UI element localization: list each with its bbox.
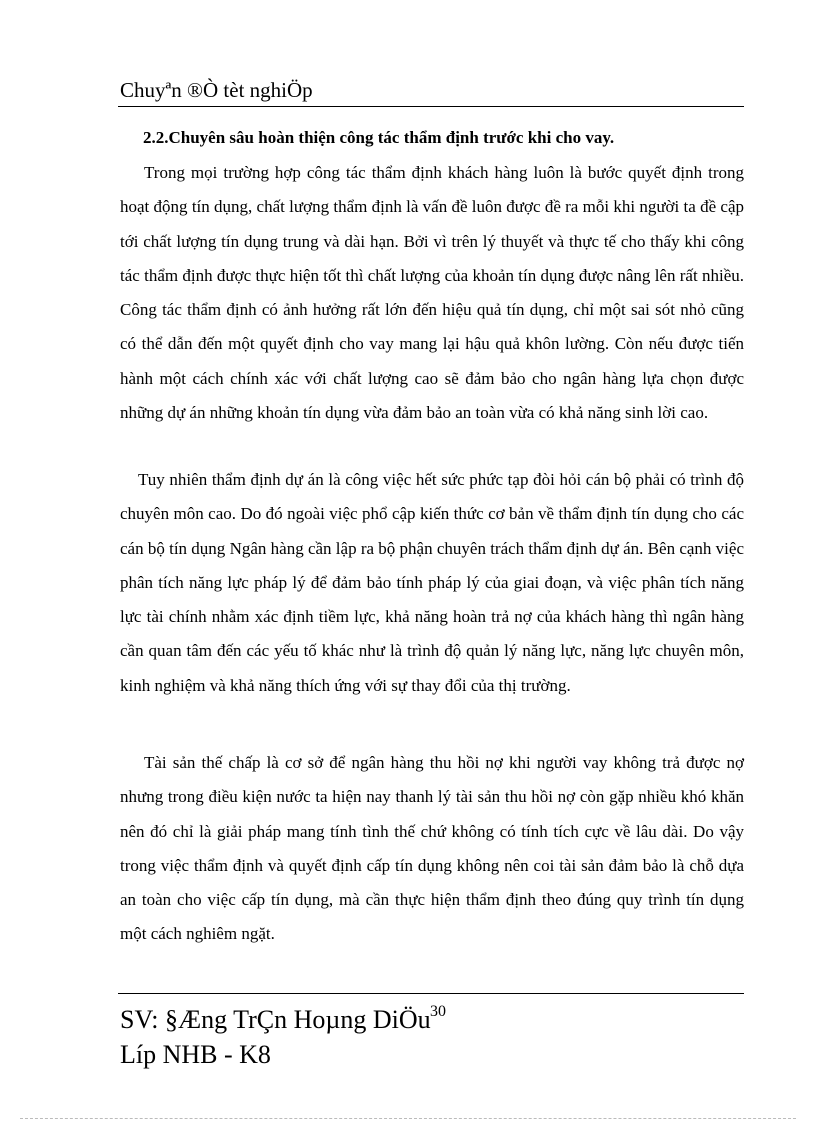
- page-header-title: Chuyªn ®Ò tèt nghiÖp: [120, 78, 313, 102]
- body-paragraph-2: Tuy nhiên thẩm định dự án là công việc hết sức phức tạp đòi hỏi cán bộ phải có trình độ chuyên môn cao. Do đó ngoài việc phổ cập kiến thức cơ bản về thẩm định tín dụng cho các cán bộ tín dụng Ngân hàng cần lập ra bộ phận chuyên trách thẩm định dự án. Bên cạnh việc phân tích năng lực pháp lý để đảm bảo tính pháp lý của giai đoạn, và việc phân tích năng lực tài chính nhằm xác định tiềm lực, khả năng hoàn trả nợ của khách hàng thì ngân hàng cần quan tâm đến các yếu tố khác như là trình độ quản lý năng lực, năng lực chuyên môn, kinh nghiệm và khả năng thích ứng với sự thay đổi của thị trường.: [120, 470, 744, 695]
- footer-student-name: SV: §Æng TrÇn Hoµng DiÖu: [120, 1005, 431, 1034]
- footer-divider: [118, 993, 744, 994]
- page-bottom-border: [20, 1118, 796, 1119]
- section-heading: 2.2.Chuyên sâu hoàn thiện công tác thẩm định trước khi cho vay.: [143, 128, 615, 147]
- body-paragraph-3: Tài sản thế chấp là cơ sở để ngân hàng thu hồi nợ khi người vay không trả được nợ nhưng trong điều kiện nước ta hiện nay thanh lý tài sản thu hồi nợ còn gặp nhiều khó khăn nên đó chỉ là giải pháp mang tính tình thế chứ không có tính tích cực về lâu dài. Do vậy trong việc thẩm định và quyết định cấp tín dụng không nên coi tài sản đảm bảo là chỗ dựa an toàn cho việc cấp tín dụng, mà cần thực hiện thẩm định theo đúng quy trình tín dụng một cách nghiêm ngặt.: [120, 753, 744, 944]
- body-paragraph-1: Trong mọi trường hợp công tác thẩm định khách hàng luôn là bước quyết định trong hoạt động tín dụng, chất lượng thẩm định là vấn đề luôn được đề ra mỗi khi người ta đề cập tới chất lượng tín dụng trung và dài hạn. Bởi vì trên lý thuyết và thực tế cho thấy khi công tác thẩm định được thực hiện tốt thì chất lượng của khoản tín dụng được nâng lên rất nhiều. Công tác thẩm định có ảnh hưởng rất lớn đến hiệu quả tín dụng, chỉ một sai sót nhỏ cũng có thể dẫn đến một quyết định cho vay mang lại hậu quả khôn lường. Còn nếu được tiến hành một cách chính xác với chất lượng cao sẽ đảm bảo cho ngân hàng lựa chọn được những dự án những khoản tín dụng vừa đảm bảo an toàn vừa có khả năng sinh lời cao.: [120, 163, 744, 423]
- footer-class: Líp NHB - K8: [120, 1040, 271, 1069]
- header-divider: [118, 106, 744, 107]
- page-number: 30: [430, 1003, 446, 1020]
